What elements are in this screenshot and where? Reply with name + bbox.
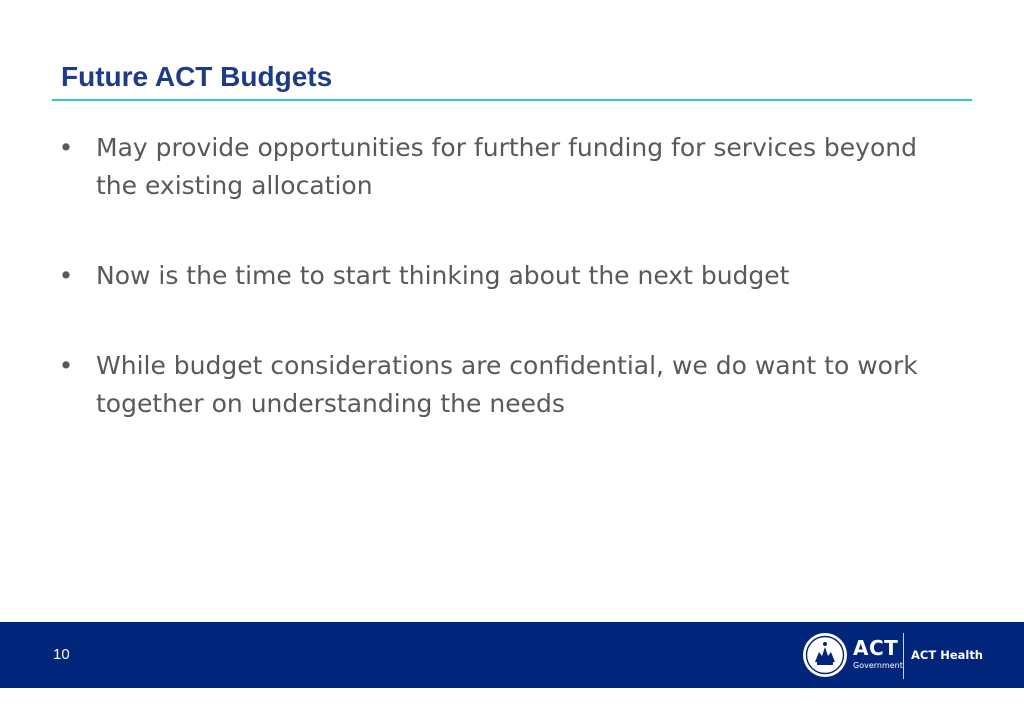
slide-title: Future ACT Budgets <box>61 61 333 92</box>
bullet-text: While budget considerations are confidential, we do want to work together on understanding the needs <box>96 351 918 418</box>
act-health-wordmark: ACT Health <box>911 648 983 662</box>
act-wordmark: ACT <box>853 636 899 660</box>
bullet-item <box>58 129 958 205</box>
bullet-marker: • <box>58 351 74 380</box>
bullet-list <box>58 129 958 423</box>
title-divider <box>52 99 972 101</box>
bullet-marker: • <box>58 133 74 162</box>
logo-divider <box>903 633 904 679</box>
footer-bar <box>0 622 1024 688</box>
bullet-text: May provide opportunities for further funding for services beyond the existing allocation <box>96 133 917 200</box>
act-health-logo <box>800 631 990 679</box>
act-seal-icon <box>802 632 848 678</box>
bullet-item <box>58 257 958 295</box>
page-number: 10 <box>53 646 70 663</box>
government-wordmark: Government <box>853 661 903 670</box>
bullet-marker: • <box>58 261 74 290</box>
bullet-item <box>58 347 958 423</box>
bullet-text: Now is the time to start thinking about the next budget <box>96 261 790 290</box>
